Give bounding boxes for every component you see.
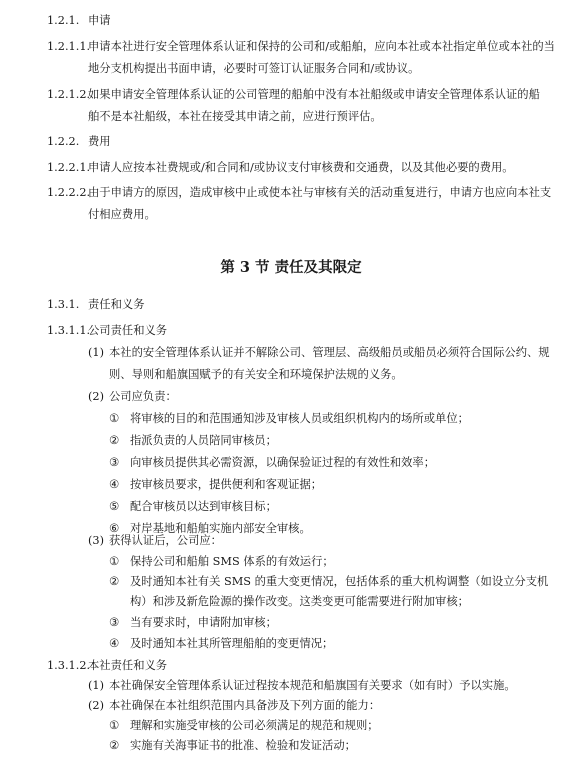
list-item: 实施有关海事证书的批准、检验和发证活动； — [130, 739, 356, 752]
list-number: (2) — [88, 390, 105, 403]
item-number: 1.3.1.2. — [47, 659, 91, 672]
paragraph-line: 申请人应按本社费规或/和合同和/或协议支付审核费和交通费，以及其他必要的费用。 — [88, 161, 514, 174]
list-number: (2) — [88, 699, 105, 712]
item-number: 1.2.2.1. — [47, 161, 91, 174]
circled-marker: ① — [109, 555, 120, 568]
circled-marker: ① — [109, 412, 120, 425]
list-item: 配合审核员以达到审核目标； — [130, 500, 277, 513]
list-item: 当有要求时，申请附加审核； — [130, 616, 277, 629]
section-heading: 责任和义务 — [88, 298, 145, 311]
circled-marker: ① — [109, 719, 120, 732]
item-heading: 公司责任和义务 — [88, 324, 168, 337]
item-number: 1.2.2.2. — [47, 186, 91, 199]
list-text: 本社确保在本社组织范围内具备涉及下列方面的能力： — [109, 699, 381, 712]
circled-marker: ④ — [109, 637, 120, 650]
list-number: (3) — [88, 534, 105, 547]
section-number: 1.2.2. — [47, 135, 80, 148]
paragraph-line: 由于申请方的原因，造成审核中止或使本社与审核有关的活动重复进行，申请方也应向本社支 — [88, 186, 552, 199]
circled-marker: ② — [109, 575, 120, 588]
circled-marker: ③ — [109, 616, 120, 629]
list-item: 向审核员提供其必需资源，以确保验证过程的有效性和效率； — [130, 456, 436, 469]
list-item: 构）和涉及新危险源的操作改变。这类变更可能需要进行附加审核； — [130, 595, 469, 608]
list-number: (1) — [88, 679, 105, 692]
paragraph-line: 本社的安全管理体系认证并不解除公司、管理层、高级船员或船员必须符合国际公约、规 — [109, 346, 550, 359]
list-text: 获得认证后，公司应： — [109, 534, 222, 547]
list-text: 公司应负责： — [109, 390, 177, 403]
circled-marker: ⑤ — [109, 500, 120, 513]
list-text: 本社确保安全管理体系认证过程按本规范和船旗国有关要求（如有时）予以实施。 — [109, 679, 516, 692]
paragraph-line: 地分支机构提出书面申请，必要时可签订认证服务合同和/或协议。 — [88, 62, 420, 75]
list-item: 将审核的目的和范围通知涉及审核人员或组织机构内的场所或单位； — [130, 412, 469, 425]
paragraph-line: 舶不是本社船级，本社在接受其申请之前，应进行预评估。 — [88, 110, 382, 123]
list-item: 理解和实施受审核的公司必须满足的规范和规则； — [130, 719, 379, 732]
paragraph-line: 如果申请安全管理体系认证的公司管理的船舶中没有本社船级或申请安全管理体系认证的船 — [88, 88, 540, 101]
list-number: (1) — [88, 346, 105, 359]
section-heading: 费用 — [88, 135, 111, 148]
item-number: 1.2.1.1. — [47, 40, 91, 53]
section-number: 1.3.1. — [47, 298, 80, 311]
item-number: 1.2.1.2. — [47, 88, 91, 101]
section-heading: 申请 — [88, 14, 111, 27]
section-title: 第 3 节 责任及其限定 — [220, 259, 362, 276]
circled-marker: ② — [109, 739, 120, 752]
circled-marker: ④ — [109, 478, 120, 491]
section-number: 1.2.1. — [47, 14, 80, 27]
list-item: 指派负责的人员陪同审核员； — [130, 434, 277, 447]
paragraph-line: 付相应费用。 — [88, 208, 156, 221]
list-item: 及时通知本社有关 SMS 的重大变更情况，包括体系的重大机构调整（如设立分支机 — [130, 575, 549, 588]
list-item: 及时通知本社其所管理船舶的变更情况； — [130, 637, 334, 650]
paragraph-line: 则、导则和船旗国赋予的有关安全和环境保护法规的义务。 — [109, 368, 403, 381]
item-number: 1.3.1.1. — [47, 324, 91, 337]
circled-marker: ⑥ — [109, 522, 120, 535]
list-item: 保持公司和船舶 SMS 体系的有效运行； — [130, 555, 334, 568]
circled-marker: ② — [109, 434, 120, 447]
circled-marker: ③ — [109, 456, 120, 469]
list-item: 对岸基地和船舶实施内部安全审核。 — [130, 522, 311, 535]
item-heading: 本社责任和义务 — [88, 659, 168, 672]
list-item: 按审核员要求，提供便利和客观证据； — [130, 478, 323, 491]
paragraph-line: 申请本社进行安全管理体系认证和保持的公司和/或船舶，应向本社或本社指定单位或本社的当 — [88, 40, 555, 53]
